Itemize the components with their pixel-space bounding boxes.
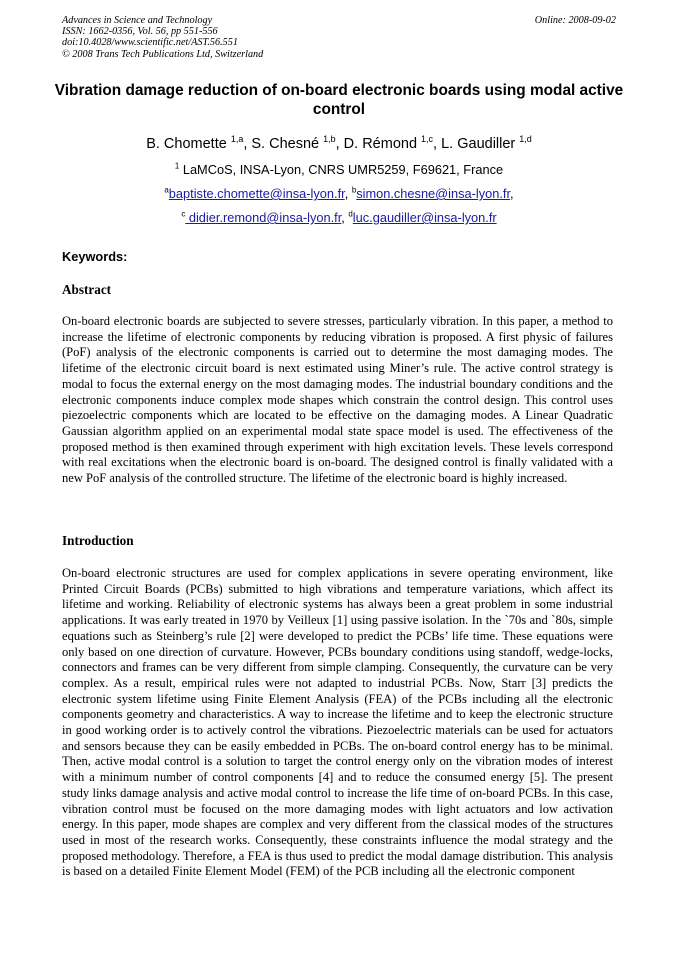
introduction-body (62, 566, 613, 880)
affiliation-superscript: 1 (174, 161, 180, 171)
abstract-heading: Abstract (62, 282, 112, 297)
email-superscript: c (181, 209, 186, 219)
email-superscript: d (348, 209, 353, 219)
email-separator: , (344, 186, 352, 201)
author-name: , S. Chesné (243, 136, 324, 152)
email-superscript: a (164, 185, 169, 195)
author-superscript: 1,c (421, 134, 434, 145)
journal-name: Advances in Science and Technology (62, 15, 213, 26)
paper-title: Vibration damage reduction of on-board electronic boards using modal active control (54, 82, 624, 118)
online-date: Online: 2008-09-02 (534, 15, 616, 26)
author-superscript: 1,d (519, 134, 532, 145)
email-separator: , (341, 210, 349, 225)
copyright-line: © 2008 Trans Tech Publications Ltd, Switzerland (62, 48, 264, 60)
email-line-1 (40, 186, 638, 202)
author-name: B. Chomette (146, 136, 231, 152)
author-name: , D. Rémond (335, 136, 422, 152)
affiliation (40, 162, 638, 178)
journal-header (62, 15, 616, 60)
doi-line: doi:10.4028/www.scientific.net/AST.56.551 (62, 37, 238, 49)
email-superscript: b (351, 185, 357, 195)
affiliation-text: LaMCoS, INSA-Lyon, CNRS UMR5259, F69621, France (179, 162, 504, 177)
email-link-gaudiller[interactable]: luc.gaudiller@insa-lyon.fr (352, 210, 497, 225)
introduction-paragraph: On-board electronic structures are used for complex applications in severe operating environment, like Printed Circuit Boards (PCBs) submitted to high vibrations and temperature variations, which affect its lifetime and working. Reliability of electronic systems has always been a great problem in some industrial applications. It was early treated in 1970 by Veilleux [1] using passive isolation. In the `70s and `80s, simple equations such as Steinberg’s rule [2] were developed to predict the PCBs’ life time. These equations were only based on one direction of curvature. However, PCBs boundary conditions using standoff, wedge-locks, connectors and frames can be very different from simple clamping. Consequently, the curvature can be very complex. As a result, empirical rules were not adapted to industrial PCBs. Now, Starr [3] predicts the electronic system lifetime using Finite Element Analysis (FEA) of the PCBs including all the electronic components geometry and characteristics. A way to increase the lifetime and to keep the electronic structure in good working order is to actively control the vibrations. Piezoelectric materials can be used for actuators and sensors because they can be easily embedded in PCBs. The on-board control energy has to be minimal. Then, active modal control is a solution to target the control energy only on the vibration modes of interest with a minimum number of control components [4] and to reduce the consumed energy [5]. The present study links damage analysis and active modal control to increase the life time of on-board PCBs. In this case, vibration control must be focused on the more damaging modes with light actuators and low activation energy. In this paper, mode shapes are complex and very different from the classical modes of the structures used in most of the research works. Consequently, these constraints influence the modal strategy and the proposed methodology. Therefore, a FEA is thus used to predict the modal damage distribution. This analysis is based on a detailed Finite Element Model (FEM) of the PCB including all the electronic component (62, 566, 613, 879)
author-list (40, 135, 638, 153)
email-link-chesne[interactable]: simon.chesne@insa-lyon.fr (356, 186, 511, 201)
keywords-label: Keywords: (62, 249, 128, 264)
introduction-heading: Introduction (62, 533, 134, 548)
abstract-body (62, 314, 613, 487)
abstract-paragraph: On-board electronic boards are subjected to severe stresses, particularly vibration. In this paper, a method to increase the lifetime of electronic components by reducing vibration is proposed. A first physic of failures (PoF) analysis of the electronic components is carried out to determine the most damaging modes. The lifetime of the electronic circuit board is next estimated using Miner’s rule. The active control strategy is modal to focus the external energy on the most damaging modes. The industrial boundary conditions and the electronic components induce complex mode shapes which constrain the control design. This control uses piezoelectric components which are located to be effective on the damaging modes. A Linear Quadratic Gaussian algorithm applied on an experimental modal state space model is used. The effectiveness of the proposed method is then examined through experiment with high excitation levels. These levels correspond with real excitations when the electronic board is on-board. The designed control is finally validated with a new PoF analysis of the controlled structure. The lifetime of the electronic board is highly increased. (62, 314, 613, 486)
email-link-remond[interactable]: didier.remond@insa-lyon.fr (185, 210, 342, 225)
email-separator: , (510, 186, 514, 201)
author-name: , L. Gaudiller (433, 136, 520, 152)
author-superscript: 1,a (230, 134, 244, 145)
author-superscript: 1,b (323, 134, 336, 145)
email-link-chomette[interactable]: baptiste.chomette@insa-lyon.fr (168, 186, 345, 201)
issn-line: ISSN: 1662-0356, Vol. 56, pp 551-556 (62, 26, 218, 38)
email-line-2 (40, 210, 638, 226)
